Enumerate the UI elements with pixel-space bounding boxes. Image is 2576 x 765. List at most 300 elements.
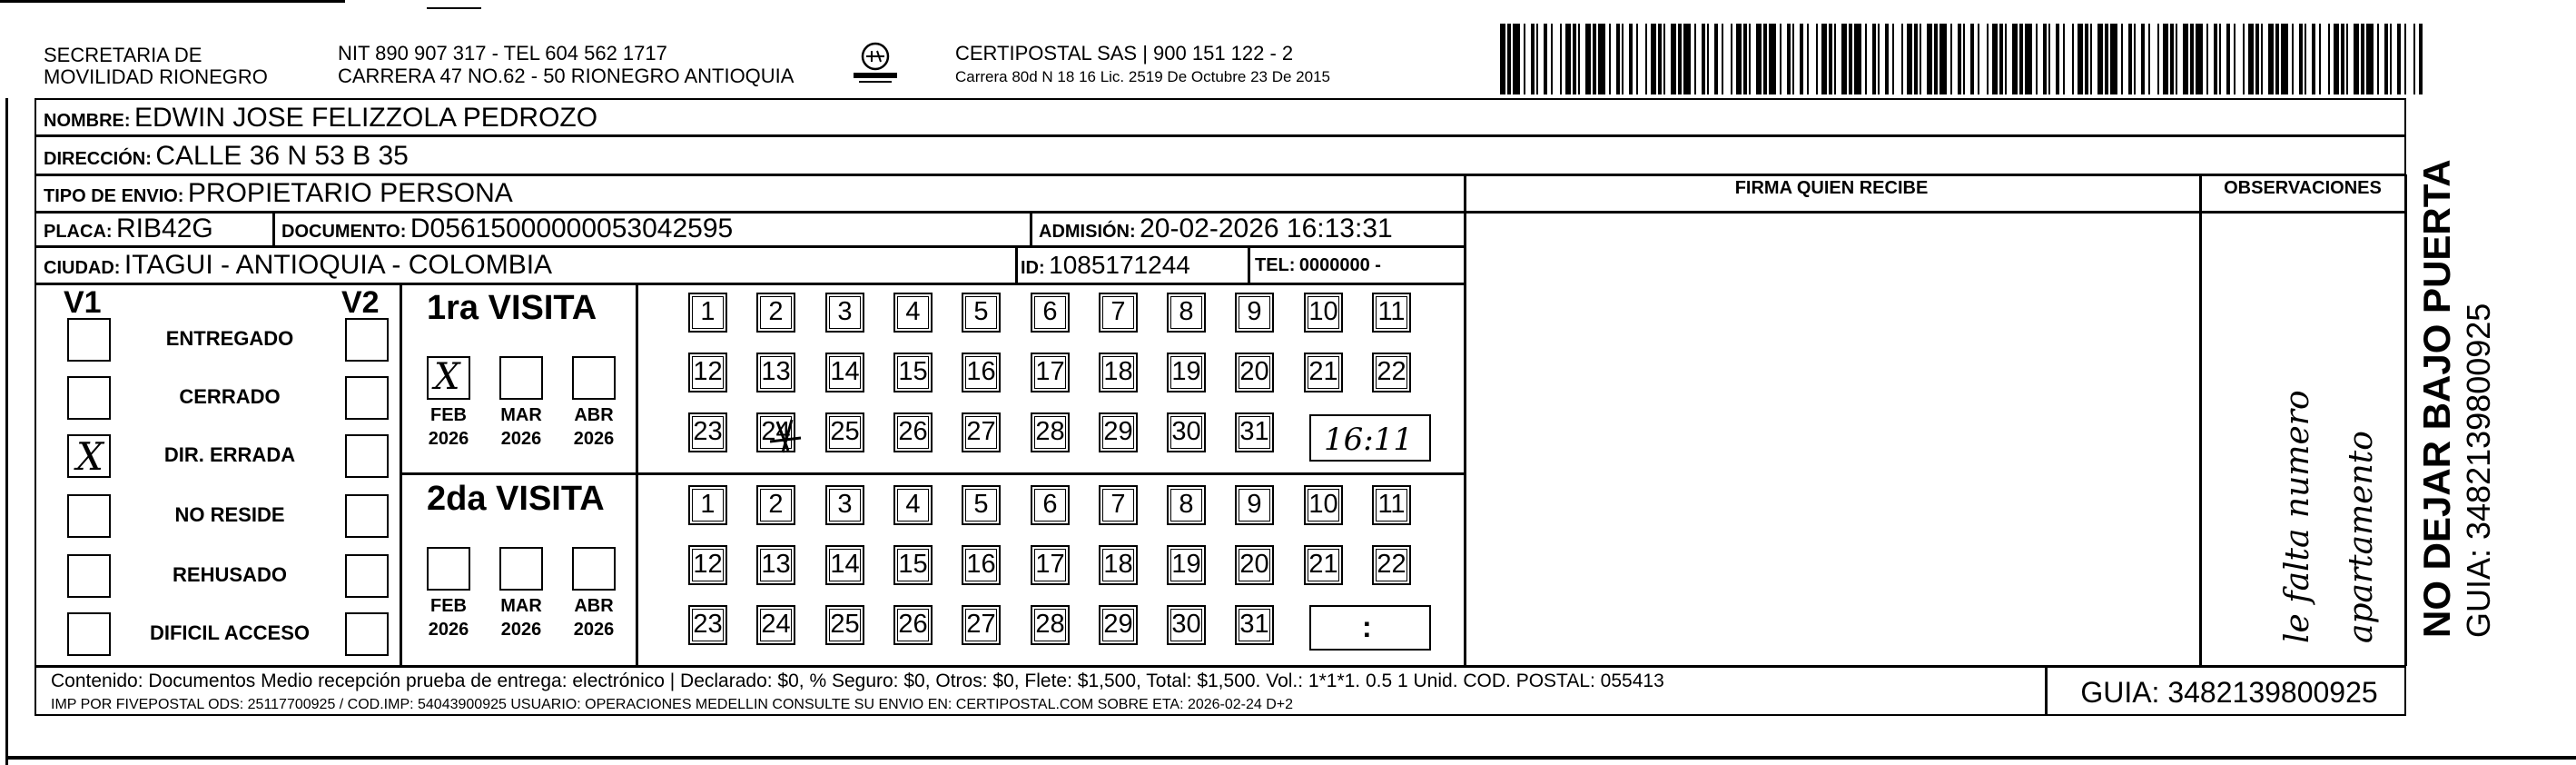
barcode-bar <box>1865 24 1867 94</box>
placa-sep <box>272 212 275 246</box>
day-box[interactable]: 1 <box>688 293 727 333</box>
barcode-bar <box>1513 24 1520 94</box>
barcode-bar <box>1792 24 1794 94</box>
col-firma-left <box>1464 174 1466 666</box>
barcode-bar <box>1756 24 1762 94</box>
v2-checkbox[interactable] <box>345 554 389 598</box>
barcode-bar <box>1551 24 1553 94</box>
day-box[interactable]: 10 <box>1304 485 1343 525</box>
day-box[interactable]: 15 <box>893 353 933 392</box>
barcode-bar <box>2148 24 2150 94</box>
month-mark: X <box>434 356 460 398</box>
barcode-bar <box>2196 24 2203 94</box>
barcode-bar <box>2097 24 2103 94</box>
status-label: CERRADO <box>179 385 281 408</box>
visit2-title: 2da VISITA <box>427 480 605 518</box>
v2-checkbox[interactable] <box>345 376 389 420</box>
visit2-time: : <box>1362 611 1372 643</box>
firma-header: FIRMA QUIEN RECIBE <box>1734 178 1929 198</box>
barcode-bar <box>1885 24 1889 94</box>
barcode-bar <box>2121 24 2123 94</box>
barcode-bar <box>2419 24 2423 94</box>
day-box[interactable]: 18 <box>1099 353 1138 392</box>
barcode-bar <box>2275 24 2279 94</box>
day-24-handwritten-mark <box>765 414 806 456</box>
admision-value: 20-02-2026 16:13:31 <box>1140 214 1393 243</box>
v1-checkbox[interactable] <box>67 612 111 656</box>
barcode-bar <box>1958 24 1961 94</box>
barcode-bar <box>1658 24 1662 94</box>
barcode-bar <box>1500 24 1505 94</box>
barcode-bar <box>2404 24 2406 94</box>
day-box[interactable]: 7 <box>1099 293 1138 333</box>
v1-checkbox[interactable] <box>67 554 111 598</box>
day-box[interactable]: 8 <box>1167 293 1206 333</box>
day-box[interactable]: 26 <box>893 605 933 645</box>
documento-label: DOCUMENTO: <box>281 222 407 242</box>
v1-check-mark: X <box>76 434 104 479</box>
v1-label: V1 <box>64 285 102 320</box>
outer-bottom-rail <box>5 756 2576 760</box>
barcode-bar <box>2025 24 2032 94</box>
outer-left-rail <box>5 98 8 765</box>
tipo-envio-label: TIPO DE ENVIO: <box>44 186 184 206</box>
barcode-bar <box>1849 24 1852 94</box>
month-year: 2026 <box>500 620 542 640</box>
col-obs-right <box>2404 174 2407 666</box>
month-checkbox[interactable] <box>499 356 543 400</box>
barcode-bar <box>2361 24 2364 94</box>
observacion-line-2: apartamento <box>2343 431 2380 643</box>
day-box[interactable]: 4 <box>893 485 933 525</box>
day-box[interactable]: 17 <box>1031 545 1070 585</box>
barcode-bar <box>1854 24 1861 94</box>
barcode-bar <box>2397 24 2401 94</box>
day-box[interactable]: 9 <box>1235 293 1274 333</box>
barcode-bar <box>2243 24 2245 94</box>
barcode-bar <box>1565 24 1571 94</box>
footer-guia-sep <box>2045 666 2048 716</box>
placa-value: RIB42G <box>116 214 213 243</box>
documento-value: D05615000000053042595 <box>410 214 734 243</box>
barcode-bar <box>1872 24 1876 94</box>
barcode-bar <box>1531 24 1535 94</box>
day-box[interactable]: 16 <box>962 545 1001 585</box>
day-box[interactable]: 5 <box>962 485 1001 525</box>
barcode-bar <box>1927 24 1932 94</box>
barcode-bar <box>1645 24 1647 94</box>
day-box[interactable]: 18 <box>1099 545 1138 585</box>
barcode-bar <box>2281 24 2288 94</box>
barcode-bar <box>1671 24 1676 94</box>
ciudad-label: CIUDAD: <box>44 258 121 278</box>
day-box[interactable]: 19 <box>1167 353 1206 392</box>
status-label: DIFICIL ACCESO <box>149 621 310 644</box>
barcode-bar <box>2319 24 2321 94</box>
barcode-bar <box>1999 24 2003 94</box>
barcode-bar <box>2226 24 2230 94</box>
day-box[interactable]: 6 <box>1031 293 1070 333</box>
visit1-title: 1ra VISITA <box>427 289 597 327</box>
company-line-1: CERTIPOSTAL SAS | 900 151 122 - 2 <box>955 42 1294 65</box>
day-box[interactable]: 8 <box>1167 485 1206 525</box>
day-box[interactable]: 3 <box>825 485 864 525</box>
day-box[interactable]: 24 <box>756 605 795 645</box>
barcode-bar <box>1780 24 1781 94</box>
barcode-bar <box>2366 24 2374 94</box>
barcode-bar <box>2036 24 2038 94</box>
barcode-bar <box>1978 24 1979 94</box>
day-box[interactable]: 14 <box>825 353 864 392</box>
barcode-bar <box>1629 24 1633 94</box>
day-box[interactable]: 25 <box>825 412 864 452</box>
barcode-bar <box>2141 24 2145 94</box>
nombre-value: EDWIN JOSE FELIZZOLA PEDROZO <box>134 103 598 133</box>
month-label: MAR <box>500 405 542 425</box>
status-sep <box>400 283 402 666</box>
nombre-label: NOMBRE: <box>44 111 131 131</box>
barcode-bar <box>2305 24 2306 94</box>
barcode-bar <box>1987 24 1989 94</box>
barcode-bar <box>1901 24 1903 94</box>
col-obs-left <box>2199 174 2202 666</box>
barcode-bar <box>1507 24 1511 94</box>
day-box[interactable]: 16 <box>962 353 1001 392</box>
barcode-bar <box>2176 24 2177 94</box>
barcode-bar <box>1892 24 1894 94</box>
barcode-bar <box>1950 24 1952 94</box>
barcode-bar <box>1622 24 1624 94</box>
id-label: ID: <box>1021 258 1045 278</box>
barcode-bar <box>2328 24 2330 94</box>
status-label: REHUSADO <box>173 563 287 586</box>
day-box[interactable]: 21 <box>1304 545 1343 585</box>
barcode-bar <box>2299 24 2303 94</box>
barcode-bar <box>1939 24 1947 94</box>
month-checkbox[interactable] <box>499 547 543 591</box>
nombre-field <box>44 102 597 139</box>
barcode-bar <box>2219 24 2221 94</box>
barcode-bar <box>1992 24 1998 94</box>
barcode-bar <box>2005 24 2007 94</box>
barcode-bar <box>2090 24 2092 94</box>
day-box[interactable]: 30 <box>1167 412 1206 452</box>
status-label: NO RESIDE <box>174 503 285 526</box>
barcode-bar <box>1834 24 1836 94</box>
id-value: 1085171244 <box>1049 251 1190 279</box>
barcode-bar <box>1702 24 1705 94</box>
certipostal-logo <box>850 40 901 87</box>
month-checkbox[interactable] <box>572 547 616 591</box>
top-edge-dash <box>427 7 481 9</box>
barcode-bar <box>1787 24 1791 94</box>
barcode-bar <box>2354 24 2359 94</box>
direccion-field <box>44 140 409 177</box>
v1-checkbox[interactable] <box>67 376 111 420</box>
day-box[interactable]: 4 <box>893 293 933 333</box>
barcode-bar <box>1736 24 1742 94</box>
barcode-bar <box>1829 24 1832 94</box>
barcode-bar <box>1585 24 1591 94</box>
barcode-bar <box>1800 24 1803 94</box>
barcode-bar <box>1934 24 1938 94</box>
barcode-bar <box>2012 24 2018 94</box>
month-label: ABR <box>574 596 614 616</box>
day-box[interactable]: 11 <box>1372 293 1411 333</box>
ciudad-field <box>44 249 552 286</box>
v2-label: V2 <box>341 285 380 320</box>
footer-guia: GUIA: 3482139800925 <box>2080 676 2378 709</box>
barcode-bar <box>2134 24 2136 94</box>
barcode-bar <box>1841 24 1847 94</box>
secretaria-line-2: MOVILIDAD RIONEGRO <box>44 65 268 88</box>
barcode-bar <box>2056 24 2059 94</box>
imp-line-text: IMP POR FIVEPOSTAL ODS: 25117700925 / COD.IMP: 54043900925 USUARIO: OPERACIONES MEDELLIN CONSULTE SU ENVIO EN: CERTIPOSTAL.COM SOBRE ETA: 2026-02-24 D+2 <box>51 697 1294 712</box>
day-box[interactable]: 10 <box>1304 293 1343 333</box>
tipo-envio-field <box>44 177 513 214</box>
day-box[interactable]: 15 <box>893 545 933 585</box>
admision-sep <box>1030 212 1032 246</box>
day-box[interactable]: 12 <box>688 545 727 585</box>
month-label: ABR <box>574 405 614 425</box>
barcode-bar <box>2234 24 2235 94</box>
v2-checkbox[interactable] <box>345 318 389 362</box>
barcode-bar <box>1694 24 1696 94</box>
placa-field <box>44 213 213 250</box>
col-firma-header-line <box>1464 211 2406 214</box>
v2-checkbox[interactable] <box>345 494 389 538</box>
barcode-bar <box>1609 24 1611 94</box>
id-sep <box>1015 246 1018 283</box>
barcode-bar <box>1816 24 1818 94</box>
barcode-bar <box>2206 24 2208 94</box>
status-label: DIR. ERRADA <box>163 443 296 466</box>
barcode-bar <box>1821 24 1827 94</box>
barcode-bar <box>1807 24 1809 94</box>
day-box[interactable]: 17 <box>1031 353 1070 392</box>
day-box[interactable]: 23 <box>688 412 727 452</box>
v1-checkbox[interactable] <box>67 318 111 362</box>
barcode-bar <box>2072 24 2074 94</box>
barcode-bar <box>2048 24 2050 94</box>
observacion-line-1: le falta numero <box>2279 390 2316 643</box>
visit2-time-box[interactable] <box>1309 605 1431 651</box>
barcode-bar <box>1878 24 1880 94</box>
tipo-envio-value: PROPIETARIO PERSONA <box>187 178 513 208</box>
month-label: MAR <box>500 596 542 616</box>
barcode-bar <box>1651 24 1656 94</box>
day-box[interactable]: 27 <box>962 605 1001 645</box>
direccion-label: DIRECCIÓN: <box>44 149 152 169</box>
barcode-bar <box>1707 24 1709 94</box>
day-box[interactable]: 14 <box>825 545 864 585</box>
row-line-footer <box>35 665 2406 668</box>
barcode-bar <box>1714 24 1718 94</box>
barcode-bar <box>1678 24 1682 94</box>
tel-field <box>1255 249 1381 283</box>
barcode-bar <box>1524 24 1525 94</box>
barcode-bar <box>1578 24 1580 94</box>
v2-checkbox[interactable] <box>345 434 389 478</box>
day-box[interactable]: 31 <box>1235 412 1274 452</box>
direccion-value: CALLE 36 N 53 B 35 <box>155 141 409 171</box>
barcode-bar <box>2413 24 2415 94</box>
address-line: CARRERA 47 NO.62 - 50 RIONEGRO ANTIOQUIA <box>338 65 795 87</box>
day-box[interactable]: 20 <box>1235 353 1274 392</box>
barcode-bar <box>2334 24 2339 94</box>
month-checkbox[interactable] <box>572 356 616 400</box>
v2-checkbox[interactable] <box>345 612 389 656</box>
barcode-bar <box>1573 24 1576 94</box>
barcode-bar <box>1963 24 1965 94</box>
day-box[interactable]: 22 <box>1372 545 1411 585</box>
day-box[interactable]: 29 <box>1099 605 1138 645</box>
barcode-bar <box>2248 24 2254 94</box>
barcode-bar <box>1663 24 1665 94</box>
day-box[interactable]: 13 <box>756 545 795 585</box>
barcode-bar <box>2384 24 2388 94</box>
admision-field <box>1039 213 1393 250</box>
day-box[interactable]: 1 <box>688 485 727 525</box>
barcode-bar <box>1970 24 1974 94</box>
barcode-bar <box>2078 24 2083 94</box>
top-edge-line <box>0 0 345 3</box>
barcode-bar <box>1769 24 1776 94</box>
barcode-bar <box>1763 24 1767 94</box>
no-dejar-bajo-puerta: NO DEJAR BAJO PUERTA <box>2415 159 2458 638</box>
tel-label: TEL: <box>1255 255 1296 275</box>
status-label: ENTREGADO <box>165 327 294 350</box>
day-box[interactable]: 20 <box>1235 545 1274 585</box>
visit1-time: 16:11 <box>1324 422 1413 458</box>
barcode-bar <box>1743 24 1747 94</box>
barcode-bar <box>2377 24 2379 94</box>
day-box[interactable]: 28 <box>1031 605 1070 645</box>
v1-checkbox[interactable] <box>67 494 111 538</box>
day-box[interactable]: 12 <box>688 353 727 392</box>
barcode-bar <box>2214 24 2217 94</box>
month-year: 2026 <box>428 429 469 449</box>
month-label: FEB <box>430 405 467 425</box>
day-box[interactable]: 3 <box>825 293 864 333</box>
observaciones-header: OBSERVACIONES <box>2224 178 2382 198</box>
ciudad-value: ITAGUI - ANTIOQUIA - COLOMBIA <box>123 250 553 280</box>
barcode-bar <box>1731 24 1732 94</box>
month-year: 2026 <box>428 620 469 640</box>
month-checkbox[interactable] <box>427 356 470 400</box>
barcode-bar <box>2157 24 2159 94</box>
barcode-bar <box>1636 24 1638 94</box>
barcode-bar <box>2019 24 2023 94</box>
day-box[interactable]: 28 <box>1031 412 1070 452</box>
month-year: 2026 <box>573 429 615 449</box>
day-box[interactable]: 19 <box>1167 545 1206 585</box>
barcode-bar <box>2105 24 2108 94</box>
barcode-bar <box>2346 24 2348 94</box>
month-label: FEB <box>430 596 467 616</box>
barcode-bar <box>1920 24 1921 94</box>
day-box[interactable]: 23 <box>688 605 727 645</box>
documento-field <box>281 213 733 250</box>
day-box[interactable]: 2 <box>756 293 795 333</box>
day-box[interactable]: 26 <box>893 412 933 452</box>
secretaria-line-1: SECRETARIA DE <box>44 44 202 66</box>
day-box[interactable]: 22 <box>1372 353 1411 392</box>
day-box[interactable]: 29 <box>1099 412 1138 452</box>
day-box[interactable]: 27 <box>962 412 1001 452</box>
barcode-bar <box>2170 24 2174 94</box>
day-box[interactable]: 21 <box>1304 353 1343 392</box>
day-box[interactable]: 31 <box>1235 605 1274 645</box>
barcode-bar <box>1907 24 1912 94</box>
barcode-bar <box>2183 24 2188 94</box>
company-line-2: Carrera 80d N 18 16 Lic. 2519 De Octubre 23 De 2015 <box>955 68 1330 85</box>
day-box[interactable]: 5 <box>962 293 1001 333</box>
barcode-bar <box>1722 24 1723 94</box>
barcode-bar <box>1598 24 1605 94</box>
visita-mid-line <box>400 472 1465 475</box>
day-box[interactable]: 7 <box>1099 485 1138 525</box>
side-guia: GUIA: 3482139800925 <box>2460 303 2497 638</box>
day-box[interactable]: 11 <box>1372 485 1411 525</box>
visita-sep <box>636 283 638 666</box>
day-box[interactable]: 24 <box>756 412 795 452</box>
barcode-bar <box>1914 24 1918 94</box>
barcode-bar <box>2255 24 2259 94</box>
barcode-bar <box>2268 24 2274 94</box>
placa-label: PLACA: <box>44 222 113 242</box>
day-box[interactable]: 2 <box>756 485 795 525</box>
barcode-bar <box>2063 24 2065 94</box>
barcode-bar <box>1536 24 1538 94</box>
barcode-bar <box>2341 24 2344 94</box>
v1-checkbox[interactable] <box>67 434 111 478</box>
nit-line: NIT 890 907 317 - TEL 604 562 1717 <box>338 42 667 65</box>
barcode-bar <box>1560 24 1562 94</box>
contenido-text: Contenido: Documentos Medio recepción prueba de entrega: electrónico | Declarado: $0, % Seguro: $0, Otros: $0, Flete: $1,500, Total: $1,500. Vol.: 1*1*1. 0.5 1 Unid. COD. POSTAL: 055413 <box>51 671 1664 691</box>
barcode-bar <box>2292 24 2294 94</box>
day-box[interactable]: 30 <box>1167 605 1206 645</box>
month-year: 2026 <box>500 429 542 449</box>
month-year: 2026 <box>573 620 615 640</box>
day-box[interactable]: 6 <box>1031 485 1070 525</box>
barcode-bar <box>2128 24 2132 94</box>
admision-label: ADMISIÓN: <box>1039 222 1136 242</box>
barcode <box>1500 24 2428 94</box>
barcode-bar <box>2163 24 2168 94</box>
barcode-bar <box>1544 24 1547 94</box>
barcode-bar <box>2190 24 2194 94</box>
barcode-bar <box>2085 24 2088 94</box>
visit1-time-box[interactable] <box>1309 414 1431 462</box>
month-checkbox[interactable] <box>427 547 470 591</box>
barcode-bar <box>2390 24 2392 94</box>
barcode-bar <box>1616 24 1620 94</box>
barcode-bar <box>1683 24 1691 94</box>
barcode-bar <box>1593 24 1596 94</box>
day-box[interactable]: 25 <box>825 605 864 645</box>
tel-sep <box>1248 246 1250 283</box>
barcode-bar <box>1749 24 1751 94</box>
day-box[interactable]: 9 <box>1235 485 1274 525</box>
tel-value: 0000000 - <box>1298 255 1381 275</box>
barcode-bar <box>2261 24 2263 94</box>
barcode-bar <box>2043 24 2047 94</box>
barcode-bar <box>2312 24 2315 94</box>
barcode-bar <box>2110 24 2117 94</box>
day-box[interactable]: 13 <box>756 353 795 392</box>
id-field <box>1021 249 1190 286</box>
